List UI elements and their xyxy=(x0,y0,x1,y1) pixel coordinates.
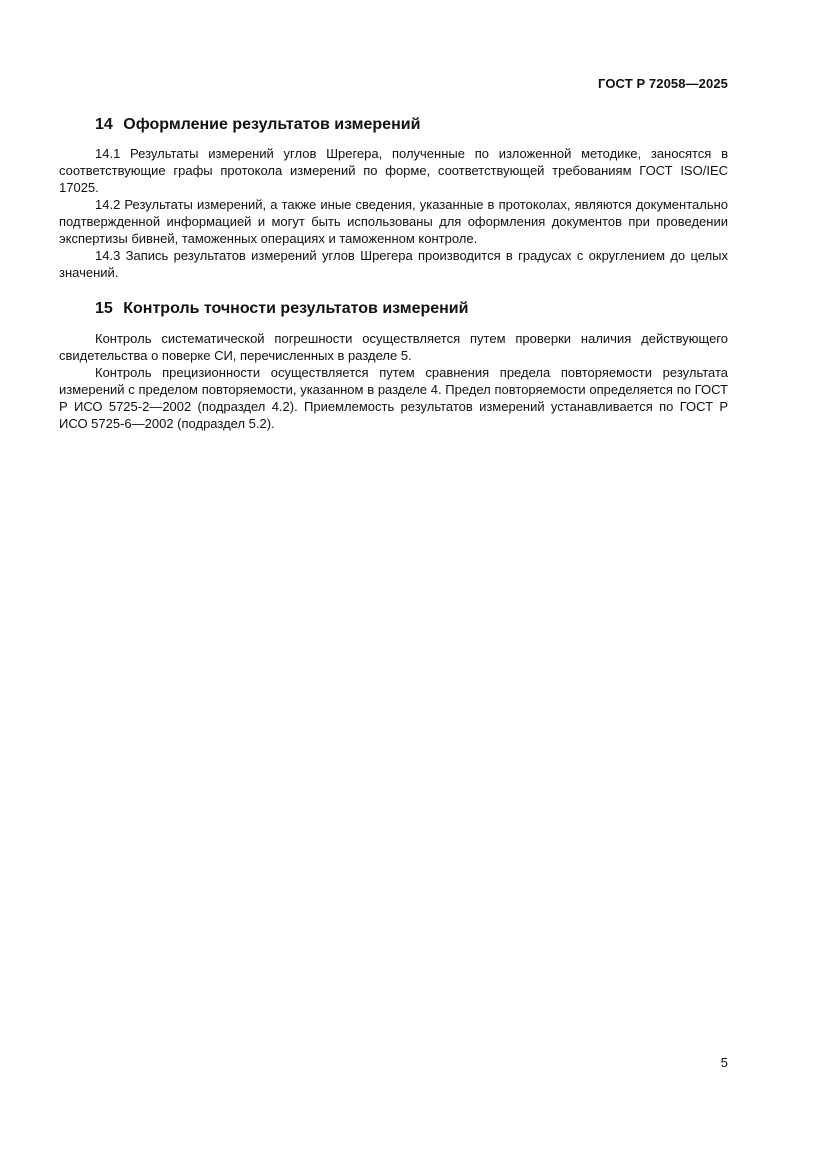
section-body-14 xyxy=(59,145,728,281)
section-body-15 xyxy=(59,330,728,432)
section-title: Контроль точности результатов измерений xyxy=(123,300,469,317)
section-heading-14 xyxy=(95,116,420,134)
paragraph-14-3: 14.3 Запись результатов измерений углов Шрегера производится в градусах с округлением до целых значений. xyxy=(59,248,728,280)
section-number: 14 xyxy=(95,116,113,133)
paragraph-14-2: 14.2 Результаты измерений, а также иные сведения, указанные в протоколах, являются документально подтвержденной информацией и могут быть использованы для оформления документов при проведении экспертизы бивней, таможенных операциях и таможенном контроле. xyxy=(59,197,728,246)
paragraph-14-1: 14.1 Результаты измерений углов Шрегера, полученные по изложенной методике, заносятся в соответствующие графы протокола измерений по форме, соответствующей требованиям ГОСТ ISO/IEC 17025. xyxy=(59,146,728,195)
paragraph-15-precision: Контроль прецизионности осуществляется путем сравнения предела повторяемости результата измерений с пределом повторяемости, указанном в разделе 4. Предел повторяемости определяется по ГОСТ Р ИСО 5725-2—2002 (подраздел 4.2). Приемлемость результатов измерений устанавливается по ГОСТ Р ИСО 5725-6—2002 (подраздел 5.2). xyxy=(59,365,728,431)
page-number: 5 xyxy=(720,1055,728,1070)
paragraph-15-systematic: Контроль систематической погрешности осуществляется путем проверки наличия действующего свидетельства о поверке СИ, перечисленных в разделе 5. xyxy=(59,331,728,363)
section-title: Оформление результатов измерений xyxy=(123,116,421,133)
section-heading-15 xyxy=(95,300,468,318)
section-number: 15 xyxy=(95,300,113,317)
document-code-header: ГОСТ Р 72058—2025 xyxy=(598,76,728,91)
